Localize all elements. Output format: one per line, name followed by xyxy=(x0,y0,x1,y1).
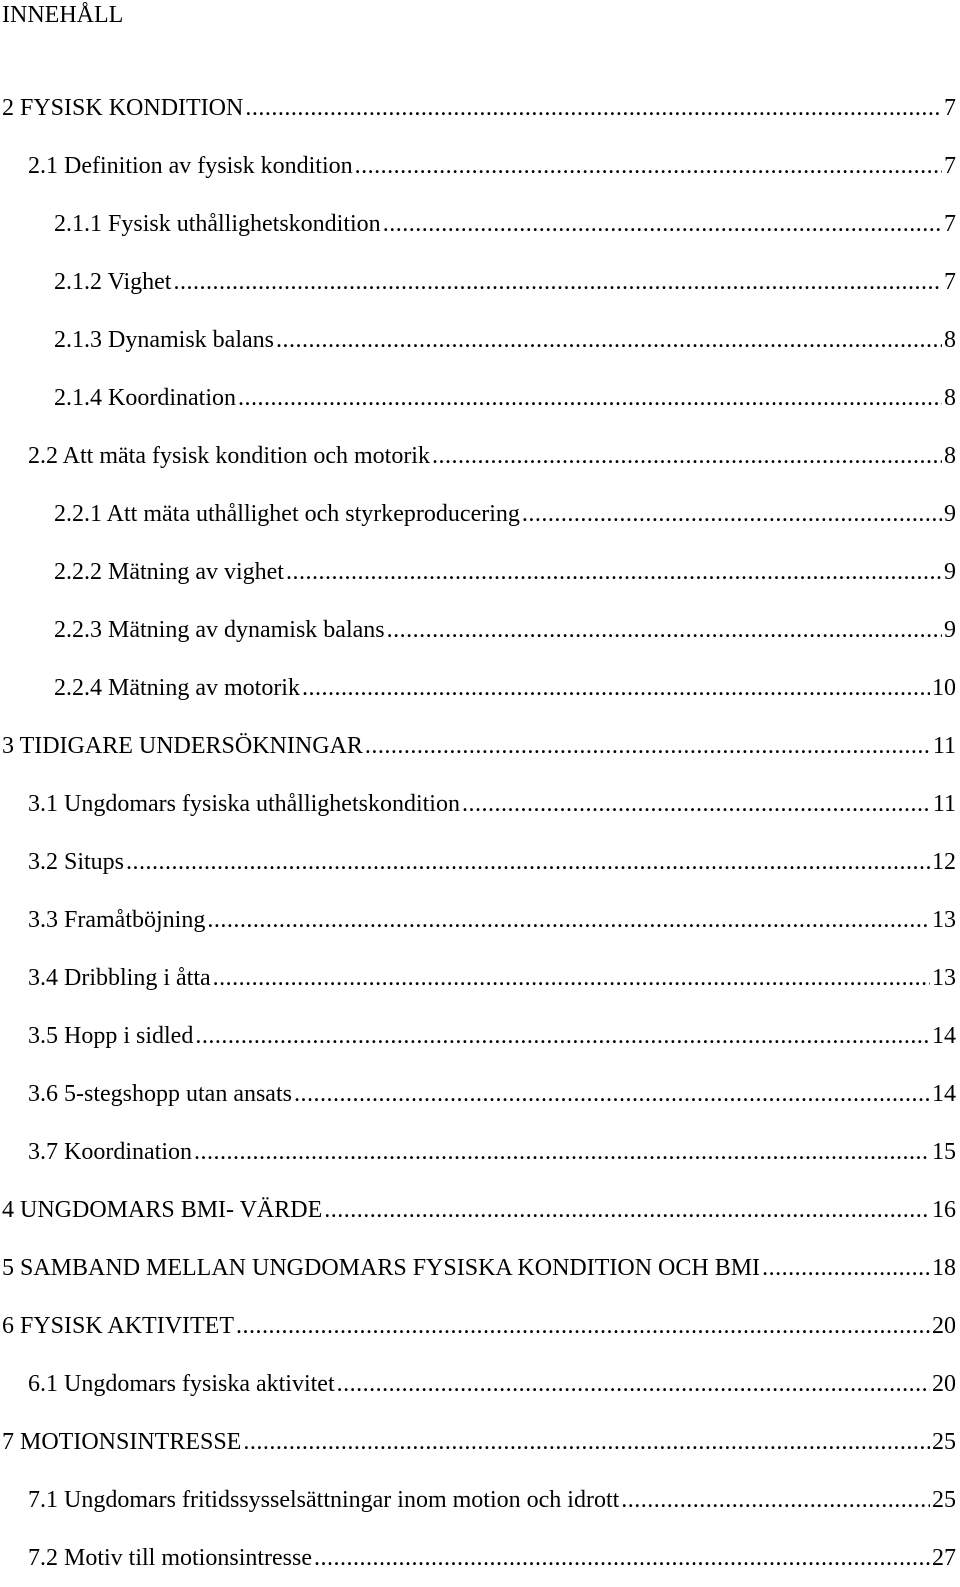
toc-entry[interactable] xyxy=(0,891,960,949)
toc-entry[interactable] xyxy=(0,137,960,195)
toc-entry[interactable] xyxy=(0,1413,960,1471)
toc-dot-leader xyxy=(355,151,942,181)
toc-entry-title: 7 MOTIONSINTRESSE xyxy=(2,1429,242,1455)
toc-entry-title: 7.1 Ungdomars fritidssysselsättningar inom motion och idrott xyxy=(28,1487,620,1513)
toc-dot-leader xyxy=(276,325,942,355)
toc-entry-page-number: 12 xyxy=(932,849,956,875)
toc-entry[interactable] xyxy=(0,1181,960,1239)
toc-entry-page-number: 9 xyxy=(944,501,956,527)
toc-entry-title: 3.1 Ungdomars fysiska uthållighetskondition xyxy=(28,791,460,817)
toc-entry-page-number: 7 xyxy=(944,95,956,121)
toc-entry-title: 6 FYSISK AKTIVITET xyxy=(2,1313,234,1339)
toc-dot-leader xyxy=(294,1079,930,1109)
toc-dot-leader xyxy=(365,731,931,761)
toc-entry-page-number: 7 xyxy=(944,153,956,179)
toc-entry-page-number: 10 xyxy=(932,675,956,701)
toc-entry[interactable] xyxy=(0,833,960,891)
toc-entry[interactable] xyxy=(0,311,960,369)
toc-entry-title: 2.2.1 Att mäta uthållighet och styrkeproducering xyxy=(54,501,520,527)
toc-dot-leader xyxy=(462,789,931,819)
toc-dot-leader xyxy=(387,615,942,645)
toc-dot-leader xyxy=(195,1021,930,1051)
toc-entry-title: 3 TIDIGARE UNDERSÖKNINGAR xyxy=(2,733,363,759)
toc-entry-page-number: 20 xyxy=(932,1313,956,1339)
toc-entry[interactable] xyxy=(0,253,960,311)
toc-entry-page-number: 13 xyxy=(932,965,956,991)
toc-dot-leader xyxy=(286,557,942,587)
toc-dot-leader xyxy=(383,209,942,239)
toc-entry[interactable] xyxy=(0,1471,960,1529)
page-title: INNEHÅLL xyxy=(2,2,124,28)
toc-entry-page-number: 25 xyxy=(932,1487,956,1513)
toc-entry[interactable] xyxy=(0,775,960,833)
toc-entry-title: 2.2 Att mäta fysisk kondition och motorik xyxy=(28,443,430,469)
toc-entry-page-number: 20 xyxy=(932,1371,956,1397)
toc-dot-leader xyxy=(337,1369,930,1399)
toc-entry[interactable] xyxy=(0,949,960,1007)
toc-entry-title: 3.5 Hopp i sidled xyxy=(28,1023,194,1049)
toc-entry-title: 2.2.3 Mätning av dynamisk balans xyxy=(54,617,385,643)
toc-entry-page-number: 14 xyxy=(932,1081,956,1107)
toc-entry-page-number: 13 xyxy=(932,907,956,933)
toc-entry-title: 3.6 5-stegshopp utan ansats xyxy=(28,1081,292,1107)
toc-entry-page-number: 27 xyxy=(932,1545,956,1571)
toc-entry-page-number: 15 xyxy=(932,1139,956,1165)
toc-entry-page-number: 9 xyxy=(944,559,956,585)
toc-entry-title: 2.1 Definition av fysisk kondition xyxy=(28,153,353,179)
toc-dot-leader xyxy=(243,1427,930,1457)
toc-entry[interactable] xyxy=(0,1007,960,1065)
toc-entry-page-number: 11 xyxy=(932,733,956,759)
toc-entry[interactable] xyxy=(0,369,960,427)
toc-dot-leader xyxy=(213,963,930,993)
toc-dot-leader xyxy=(207,905,930,935)
toc-entry-title: 6.1 Ungdomars fysiska aktivitet xyxy=(28,1371,335,1397)
toc-dot-leader xyxy=(762,1253,930,1283)
toc-entry-title: 2.1.1 Fysisk uthållighetskondition xyxy=(54,211,381,237)
toc-entry[interactable] xyxy=(0,427,960,485)
toc-dot-leader xyxy=(236,1311,930,1341)
toc-entry-title: 7.2 Motiv till motionsintresse xyxy=(28,1545,313,1571)
toc-entry[interactable] xyxy=(0,485,960,543)
toc-entry[interactable] xyxy=(0,1355,960,1413)
toc-dot-leader xyxy=(238,383,942,413)
toc-entry[interactable] xyxy=(0,601,960,659)
toc-dot-leader xyxy=(324,1195,930,1225)
toc-entry-title: 2.2.2 Mätning av vighet xyxy=(54,559,284,585)
toc-entry-title: 2.1.3 Dynamisk balans xyxy=(54,327,274,353)
toc-entry-page-number: 8 xyxy=(944,327,956,353)
toc-entry[interactable] xyxy=(0,1123,960,1181)
toc-entry-title: 2.2.4 Mätning av motorik xyxy=(54,675,300,701)
toc-entry-title: 3.4 Dribbling i åtta xyxy=(28,965,211,991)
toc-entry-page-number: 18 xyxy=(932,1255,956,1281)
toc-entry-page-number: 25 xyxy=(932,1429,956,1455)
toc-entry-page-number: 9 xyxy=(944,617,956,643)
toc-entry-page-number: 7 xyxy=(944,211,956,237)
toc-dot-leader xyxy=(432,441,942,471)
toc-entry-page-number: 7 xyxy=(944,269,956,295)
toc-dot-leader xyxy=(522,499,942,529)
toc-entry[interactable] xyxy=(0,195,960,253)
toc-entry-page-number: 14 xyxy=(932,1023,956,1049)
toc-entry[interactable] xyxy=(0,543,960,601)
toc-entry-title: 3.7 Koordination xyxy=(28,1139,192,1165)
toc-entry-page-number: 8 xyxy=(944,385,956,411)
toc-entry-page-number: 16 xyxy=(932,1197,956,1223)
toc-dot-leader xyxy=(194,1137,930,1167)
toc-entry-title: 2.1.2 Vighet xyxy=(54,269,172,295)
toc-entry-page-number: 8 xyxy=(944,443,956,469)
toc-entry-title: 4 UNGDOMARS BMI- VÄRDE xyxy=(2,1197,323,1223)
toc-entry-title: 3.3 Framåtböjning xyxy=(28,907,206,933)
toc-entry-title: 3.2 Situps xyxy=(28,849,125,875)
toc-entry[interactable] xyxy=(0,717,960,775)
toc-entry-page-number: 11 xyxy=(932,791,956,817)
toc-dot-leader xyxy=(302,673,930,703)
toc-dot-leader xyxy=(173,267,942,297)
toc-entry[interactable] xyxy=(0,79,960,137)
toc-dot-leader xyxy=(314,1543,930,1573)
toc-entry[interactable] xyxy=(0,659,960,717)
toc-dot-leader xyxy=(245,93,942,123)
toc-entry-title: 2 FYSISK KONDITION xyxy=(2,95,244,121)
toc-entry[interactable] xyxy=(0,1239,960,1297)
toc-dot-leader xyxy=(126,847,930,877)
toc-entry-title: 2.1.4 Koordination xyxy=(54,385,236,411)
toc-entry-title: 5 SAMBAND MELLAN UNGDOMARS FYSISKA KONDITION OCH BMI xyxy=(2,1255,761,1281)
toc-entry[interactable] xyxy=(0,1297,960,1355)
toc-entry[interactable] xyxy=(0,1065,960,1123)
table-of-contents xyxy=(0,79,960,1587)
toc-entry[interactable] xyxy=(0,1529,960,1587)
toc-dot-leader xyxy=(621,1485,930,1515)
